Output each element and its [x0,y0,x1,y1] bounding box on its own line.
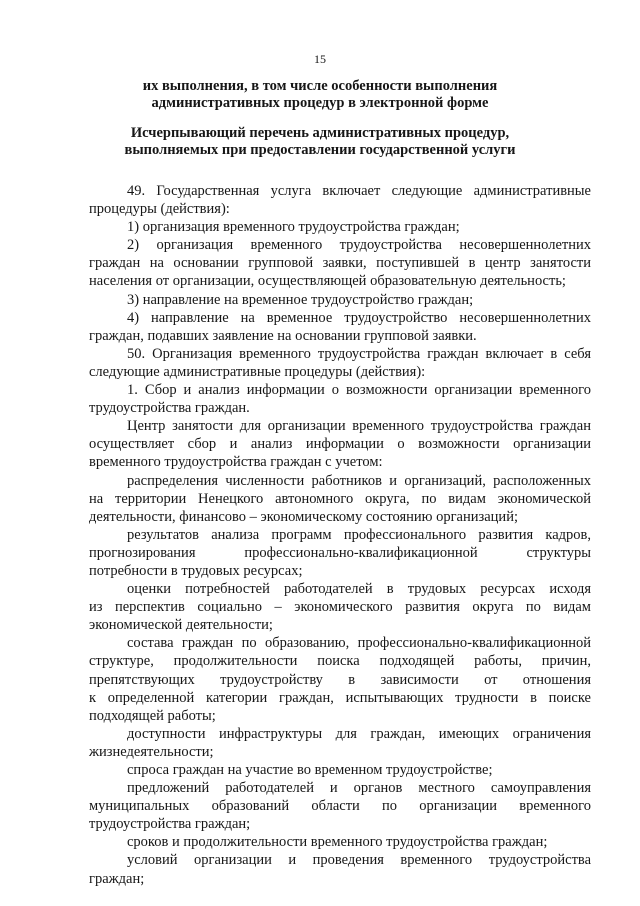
body-line: граждан, подавших заявление на основании групповой заявки. [89,327,477,344]
body-line: жизнедеятельности; [89,743,214,760]
body-line: деятельности, финансово – экономическому состоянию организаций; [89,508,518,525]
body-line: 1. Сбор и анализ информации о возможности организации временного [127,382,591,399]
body-line: к определенной категории граждан, испытывающих трудности в поиске [89,689,591,706]
body-line: на территории Ненецкого автономного округа, по видам экономической [89,490,591,507]
body-line: экономической деятельности; [89,617,273,634]
body-line: осуществляет сбор и анализ информации о возможности организации [89,436,591,453]
body-line: прогнозирования профессионально-квалификационной структуры [89,544,591,561]
body-line: Центр занятости для организации временного трудоустройства граждан [127,418,591,435]
body-line: муниципальных образований области по организации временного [89,798,591,815]
body-line: следующие административные процедуры (действия): [89,363,426,380]
body-line: распределения численности работников и организаций, расположенных [127,472,591,489]
section-heading [60,125,580,159]
body-line: 49. Государственная услуга включает следующие административные [127,183,591,199]
body-line: 4) направление на временное трудоустройство несовершеннолетних [127,309,591,326]
body-line: состава граждан по образованию, профессионально-квалификационной [127,635,591,652]
section-heading-line: Исчерпывающий перечень административных процедур, [130,125,510,141]
body-line: 1) организация временного трудоустройства граждан; [127,219,460,236]
heading-continuation [60,78,580,112]
body-line: сроков и продолжительности временного трудоустройства граждан; [127,834,548,851]
section-heading-line: выполняемых при предоставлении государственной услуги [124,142,516,158]
body-line: трудоустройства граждан; [89,816,251,833]
body-line: структуре, продолжительности поиска подходящей работы, причин, [89,653,591,670]
heading-line: административных процедур в электронной форме [151,95,489,111]
body-line: трудоустройства граждан. [89,400,250,417]
page-number: 15 [314,52,326,66]
body-line: граждан; [89,870,145,887]
body-line: из перспектив социально – экономического развития округа по видам [89,599,591,616]
body-line: граждан на основании групповой заявки, поступившей в центр занятости [89,255,591,272]
body-line: подходящей работы; [89,707,216,724]
body-line: результатов анализа программ профессионального развития кадров, [127,526,591,543]
document-body [89,182,591,888]
body-line: условий организации и проведения временного трудоустройства [127,852,591,869]
body-line: населения от организации, осуществляющей образовательную деятельность; [89,273,566,290]
body-line: спроса граждан на участие во временном трудоустройстве; [127,762,493,778]
body-line: препятствующих трудоустройству в зависимости от отношения [89,671,591,688]
body-line: оценки потребностей работодателей в трудовых ресурсах исходя [127,581,591,598]
body-line: доступности инфраструктуры для граждан, имеющих ограничения [127,725,591,742]
body-line: 2) организация временного трудоустройства несовершеннолетних [127,237,591,254]
body-line: временного трудоустройства граждан с учетом: [89,454,383,471]
body-line: потребности в трудовых ресурсах; [89,562,303,579]
body-line: 3) направление на временное трудоустройство граждан; [127,291,474,308]
body-line: процедуры (действия): [89,201,230,218]
body-line: предложений работодателей и органов местного самоуправления [127,780,591,797]
body-line: 50. Организация временного трудоустройства граждан включает в себя [127,345,591,362]
heading-line: их выполнения, в том числе особенности выполнения [142,78,498,94]
